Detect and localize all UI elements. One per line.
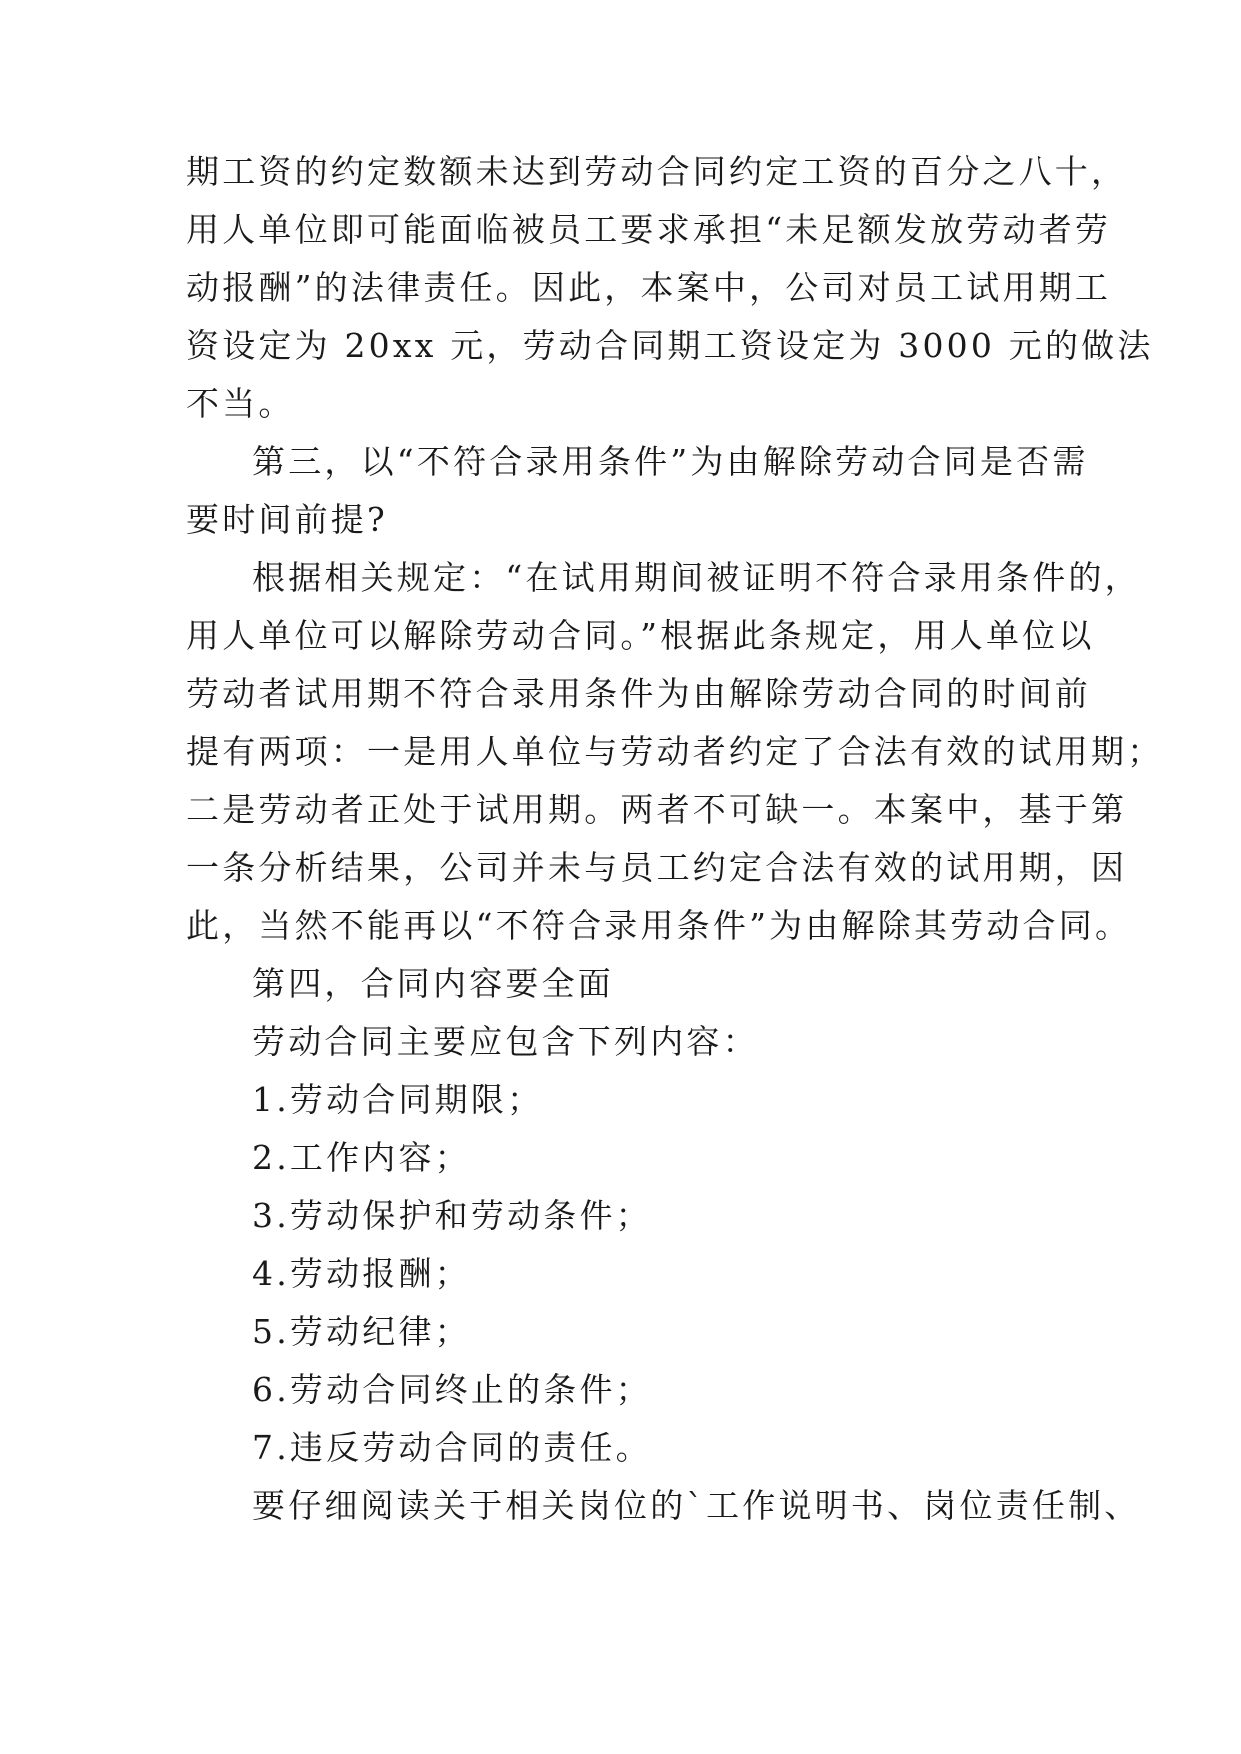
paragraph-line: 根据相关规定：“在试用期间被证明不符合录用条件的， [252,558,1141,597]
paragraph-line: 期工资的约定数额未达到劳动合同约定工资的百分之八十， [186,152,1128,191]
list-item: 6.劳动合同终止的条件； [252,1370,652,1409]
paragraph-line: 劳动合同主要应包含下列内容： [252,1022,759,1061]
paragraph-line: 要时间前提? [186,500,388,539]
paragraph-line: 提有两项：一是用人单位与劳动者约定了合法有效的试用期； [186,732,1164,771]
section-heading-line: 第三，以“不符合录用条件”为由解除劳动合同是否需 [252,442,1089,481]
paragraph-line: 此，当然不能再以“不符合录用条件”为由解除其劳动合同。 [186,906,1132,945]
list-item: 3.劳动保护和劳动条件； [252,1196,652,1235]
paragraph-line: 一条分析结果，公司并未与员工约定合法有效的试用期，因 [186,848,1128,887]
list-item: 4.劳动报酬； [252,1254,471,1293]
paragraph-line: 要仔细阅读关于相关岗位的`工作说明书、岗位责任制、 [252,1486,1141,1525]
paragraph-line: 资设定为 20xx 元，劳动合同期工资设定为 3000 元的做法 [186,326,1154,365]
paragraph-line: 用人单位可以解除劳动合同。”根据此条规定，用人单位以 [186,616,1095,655]
paragraph-line: 动报酬”的法律责任。因此，本案中，公司对员工试用期工 [186,268,1112,307]
list-item: 7.违反劳动合同的责任。 [252,1428,652,1467]
paragraph-line: 劳动者试用期不符合录用条件为由解除劳动合同的时间前 [186,674,1091,713]
list-item: 2.工作内容； [252,1138,471,1177]
paragraph-line: 二是劳动者正处于试用期。两者不可缺一。本案中，基于第 [186,790,1128,829]
section-heading-line: 第四，合同内容要全面 [252,964,614,1003]
paragraph-line: 不当。 [186,384,295,423]
list-item: 5.劳动纪律； [252,1312,471,1351]
paragraph-line: 用人单位即可能面临被员工要求承担“未足额发放劳动者劳 [186,210,1112,249]
list-item: 1.劳动合同期限； [252,1080,544,1119]
